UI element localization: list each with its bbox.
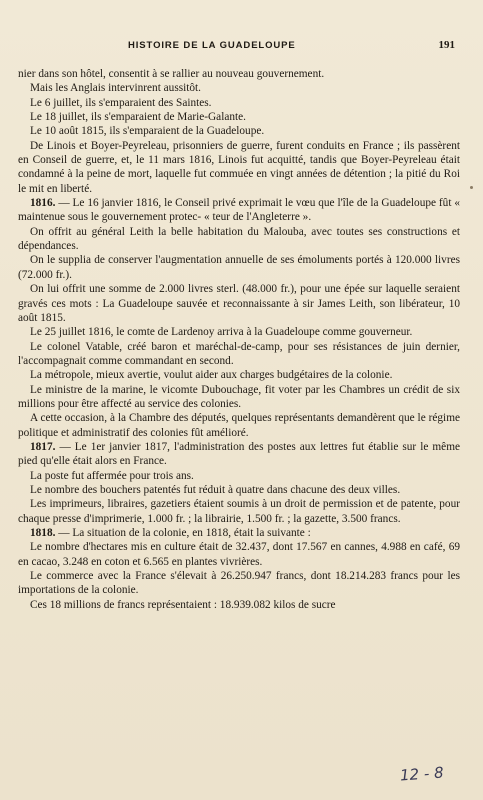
paragraph-text: Le ministre de la marine, le vicomte Dubouchage, fit voter par les Chambres un crédit de six millions pour être affecté au service des colonies. bbox=[18, 383, 460, 410]
paragraph bbox=[18, 340, 460, 369]
paragraph-text: — La situation de la colonie, en 1818, était la suivante : bbox=[55, 527, 311, 539]
paragraph-text: De Linois et Boyer-Peyreleau, prisonniers de guerre, furent conduits en France ; ils passèrent en Conseil de guerre, et, le 11 mars 1816, Linois fut acquitté, tandis que Boyer-Peyreleau était condamné à la peine de mort, laquelle fut commuée en vingt années de détention ; la pitié du Roi le mit en liberté. bbox=[18, 139, 460, 195]
running-title: HISTOIRE DE LA GUADELOUPE bbox=[128, 40, 296, 51]
paragraph-text: Le commerce avec la France s'élevait à 26.250.947 francs, dont 18.214.283 francs pour les importations de la colonie. bbox=[18, 570, 460, 597]
paragraph bbox=[18, 383, 460, 412]
page-header bbox=[0, 40, 483, 56]
ink-speck bbox=[470, 186, 473, 189]
paragraph bbox=[18, 540, 460, 569]
paragraph-text: Le nombre d'hectares mis en culture était de 32.437, dont 17.567 en cannes, 4.988 en café, 69 en cacao, 3.248 en coton et 6.565 en plantes vivrières. bbox=[18, 541, 460, 568]
paragraph bbox=[18, 526, 460, 540]
paragraph-text: La métropole, mieux avertie, voulut aider aux charges budgétaires de la colonie. bbox=[30, 369, 393, 382]
paragraph bbox=[18, 598, 460, 612]
paragraph-text: La poste fut affermée pour trois ans. bbox=[30, 469, 194, 482]
paragraph bbox=[18, 469, 460, 483]
year-heading: 1817. bbox=[30, 440, 56, 453]
paragraph-text: A cette occasion, à la Chambre des députés, quelques représentants demandèrent que le régime politique et administratif des colonies fût amélioré. bbox=[18, 412, 460, 439]
paragraph bbox=[18, 81, 460, 95]
paragraph-text: Le 25 juillet 1816, le comte de Lardenoy arriva à la Guadeloupe comme gouverneur. bbox=[30, 326, 413, 339]
paragraph bbox=[18, 124, 460, 138]
paragraph-text: On le supplia de conserver l'augmentation annuelle de ses émoluments portés à 120.000 livres (72.000 fr.). bbox=[18, 254, 460, 281]
paragraph bbox=[18, 569, 460, 598]
paragraph bbox=[18, 96, 460, 110]
paragraph bbox=[18, 325, 460, 339]
paragraph bbox=[18, 110, 460, 124]
paragraph bbox=[18, 225, 460, 254]
paragraph bbox=[18, 368, 460, 382]
paragraph-text: On offrit au général Leith la belle habitation du Malouba, avec toutes ses constructions et dépendances. bbox=[18, 225, 460, 253]
paragraph-text: Le nombre des bouchers patentés fut réduit à quatre dans chacune des deux villes. bbox=[30, 483, 401, 496]
paragraph bbox=[18, 411, 460, 440]
paragraph-text: Les imprimeurs, libraires, gazetiers étaient soumis à un droit de permission et de patente, pour chaque presse d'imprimerie, 1.000 fr. ; la librairie, 1.500 fr. ; la gazette, 3.500 francs. bbox=[18, 498, 460, 525]
body-text bbox=[18, 67, 460, 612]
year-heading: 1816. bbox=[30, 197, 56, 210]
paragraph bbox=[18, 196, 460, 225]
paragraph bbox=[18, 253, 460, 282]
paragraph bbox=[18, 139, 460, 196]
paragraph-text: nier dans son hôtel, consentit à se rallier au nouveau gouvernement. bbox=[18, 68, 325, 80]
paragraph-text: Le 10 août 1815, ils s'emparaient de la Guadeloupe. bbox=[30, 125, 265, 138]
paragraph-text: — Le 1er janvier 1817, l'administration des postes aux lettres fut établie sur le même pied qu'elle était alors en France. bbox=[18, 440, 460, 468]
paragraph bbox=[18, 282, 460, 325]
paragraph-text: Le colonel Vatable, créé baron et maréchal-de-camp, pour ses résistances de juin dernier, l'accompagnait comme commandant en second. bbox=[18, 340, 460, 367]
paragraph-text: Mais les Anglais intervinrent aussitôt. bbox=[30, 82, 202, 95]
paragraph-text: Le 6 juillet, ils s'emparaient des Saintes. bbox=[30, 96, 212, 109]
paragraph bbox=[18, 67, 460, 81]
paragraph bbox=[18, 483, 460, 497]
paragraph bbox=[18, 497, 460, 526]
year-heading: 1818. bbox=[30, 527, 56, 539]
paragraph-text: On lui offrit une somme de 2.000 livres sterl. (48.000 fr.), pour une épée sur laquelle seraient gravés ces mots : La Guadeloupe sauvée et reconnaissante à sir James Leith, son libérateur, 10 août 1815. bbox=[18, 283, 460, 324]
paragraph bbox=[18, 440, 460, 469]
handwritten-annotation: 12 - 8 bbox=[399, 763, 445, 785]
paragraph-text: Le 18 juillet, ils s'emparaient de Marie-Galante. bbox=[30, 111, 246, 124]
page-number: 191 bbox=[438, 39, 455, 51]
paragraph-text: Ces 18 millions de francs représentaient : 18.939.082 kilos de sucre bbox=[30, 598, 336, 611]
paragraph-text: — Le 16 janvier 1816, le Conseil privé exprimait le vœu que l'île de la Guadeloupe fût « maintenue sous le gouvernement protec- « teur de l'Angleterre ». bbox=[18, 197, 460, 224]
